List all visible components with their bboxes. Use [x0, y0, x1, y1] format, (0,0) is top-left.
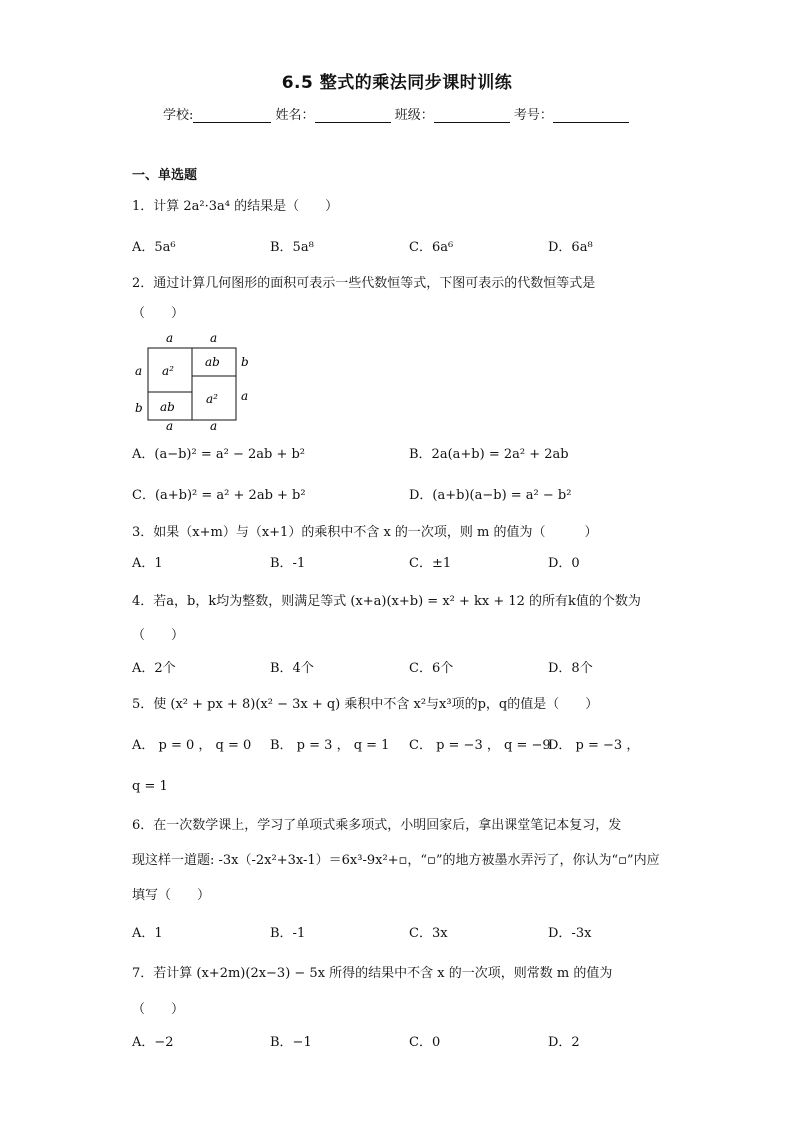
area-figure [130, 328, 260, 434]
q2-option-d[interactable]: D．(a+b)(a−b) = a² − b² [409, 488, 572, 503]
name-blank[interactable] [315, 108, 391, 123]
q4-paren: （ ） [132, 628, 185, 643]
q7-option-b[interactable]: B．−1 [270, 1035, 312, 1050]
q4-stem: 4．若a，b，k均为整数，则满足等式 (x+a)(x+b) = x² + kx + 12 的所有k值的个数为 [132, 594, 641, 609]
q5-option-b[interactable]: B． p = 3 ， q = 1 [270, 738, 390, 753]
fig-cell-ab-1: ab [205, 355, 220, 369]
school-blank[interactable] [193, 108, 271, 123]
q3-option-b[interactable]: B．-1 [270, 556, 306, 571]
q6-stem-line-3: 填写（ ） [132, 888, 211, 903]
q1-option-b[interactable]: B．5a⁸ [270, 240, 314, 255]
q4-option-c[interactable]: C．6个 [409, 661, 454, 676]
fig-label-right-1: b [241, 355, 249, 369]
q6-option-d[interactable]: D．-3x [548, 926, 592, 941]
q1-option-d[interactable]: D．6a⁸ [548, 240, 593, 255]
student-info-line [163, 104, 629, 123]
q7-option-c[interactable]: C．0 [409, 1035, 441, 1050]
q1-stem: 1．计算 2a²·3a⁴ 的结果是（ ） [132, 199, 339, 214]
fig-label-bottom-2: a [210, 419, 218, 433]
q7-option-d[interactable]: D．2 [548, 1035, 580, 1050]
fig-label-left-2: b [135, 401, 143, 415]
q6-option-a[interactable]: A．1 [132, 926, 163, 941]
q6-stem-line-2: 现这样一道题: -3x（-2x²+3x-1）＝6x³-9x²+▫，“▫”的地方被墨水弄污了，你认为“▫”内应 [132, 853, 660, 868]
q7-stem: 7．若计算 (x+2m)(2x−3) − 5x 所得的结果中不含 x 的一次项，则常数 m 的值为 [132, 966, 613, 981]
q5-option-c[interactable]: C． p = −3 ， q = −9 [409, 738, 551, 753]
q6-stem-line-1: 6．在一次数学课上，学习了单项式乘多项式，小明回家后，拿出课堂笔记本复习，发 [132, 818, 622, 833]
fig-cell-a-squared-1: a² [162, 364, 174, 378]
q6-option-c[interactable]: C．3x [409, 926, 448, 941]
school-label: 学校: [163, 108, 194, 123]
q2-option-c[interactable]: C．(a+b)² = a² + 2ab + b² [132, 488, 306, 503]
class-label: 班级： [394, 108, 434, 123]
q5-option-d-continued: q = 1 [132, 779, 168, 794]
q7-paren: （ ） [132, 1002, 185, 1017]
q6-option-b[interactable]: B．-1 [270, 926, 306, 941]
number-label: 考号： [513, 108, 553, 123]
q4-option-a[interactable]: A．2个 [132, 661, 176, 676]
q5-option-d[interactable]: D． p = −3 ， [548, 738, 640, 753]
fig-label-left-1: a [135, 364, 143, 378]
q4-option-d[interactable]: D．8个 [548, 661, 593, 676]
q1-option-a[interactable]: A．5a⁶ [132, 240, 176, 255]
page-title: 6.5 整式的乘法同步课时训练 [281, 73, 513, 93]
q2-option-b[interactable]: B．2a(a+b) = 2a² + 2ab [409, 447, 569, 462]
q3-option-d[interactable]: D．0 [548, 556, 580, 571]
fig-label-right-2: a [241, 389, 249, 403]
fig-label-bottom-1: a [166, 419, 174, 433]
q3-option-c[interactable]: C．±1 [409, 556, 452, 571]
fig-label-top-1: a [166, 331, 174, 345]
fig-cell-a-squared-2: a² [206, 392, 218, 406]
q4-option-b[interactable]: B．4个 [270, 661, 314, 676]
q5-option-a[interactable]: A． p = 0 ， q = 0 [132, 738, 252, 753]
q2-stem: 2．通过计算几何图形的面积可表示一些代数恒等式，下图可表示的代数恒等式是 [132, 276, 596, 291]
fig-label-top-2: a [210, 331, 218, 345]
q2-paren: （ ） [132, 306, 185, 321]
name-label: 姓名： [275, 108, 315, 123]
class-blank[interactable] [434, 108, 510, 123]
q5-stem: 5．使 (x² + px + 8)(x² − 3x + q) 乘积中不含 x²与x³项的p，q的值是（ ） [132, 697, 599, 712]
fig-cell-ab-2: ab [160, 400, 175, 414]
q1-option-c[interactable]: C．6a⁶ [409, 240, 454, 255]
number-blank[interactable] [553, 108, 629, 123]
section-heading: 一、单选题 [132, 168, 198, 183]
q2-option-a[interactable]: A．(a−b)² = a² − 2ab + b² [132, 447, 306, 462]
q3-option-a[interactable]: A．1 [132, 556, 163, 571]
q7-option-a[interactable]: A．−2 [132, 1035, 174, 1050]
q3-stem: 3．如果（x+m）与（x+1）的乘积中不含 x 的一次项，则 m 的值为（ ） [132, 525, 598, 540]
